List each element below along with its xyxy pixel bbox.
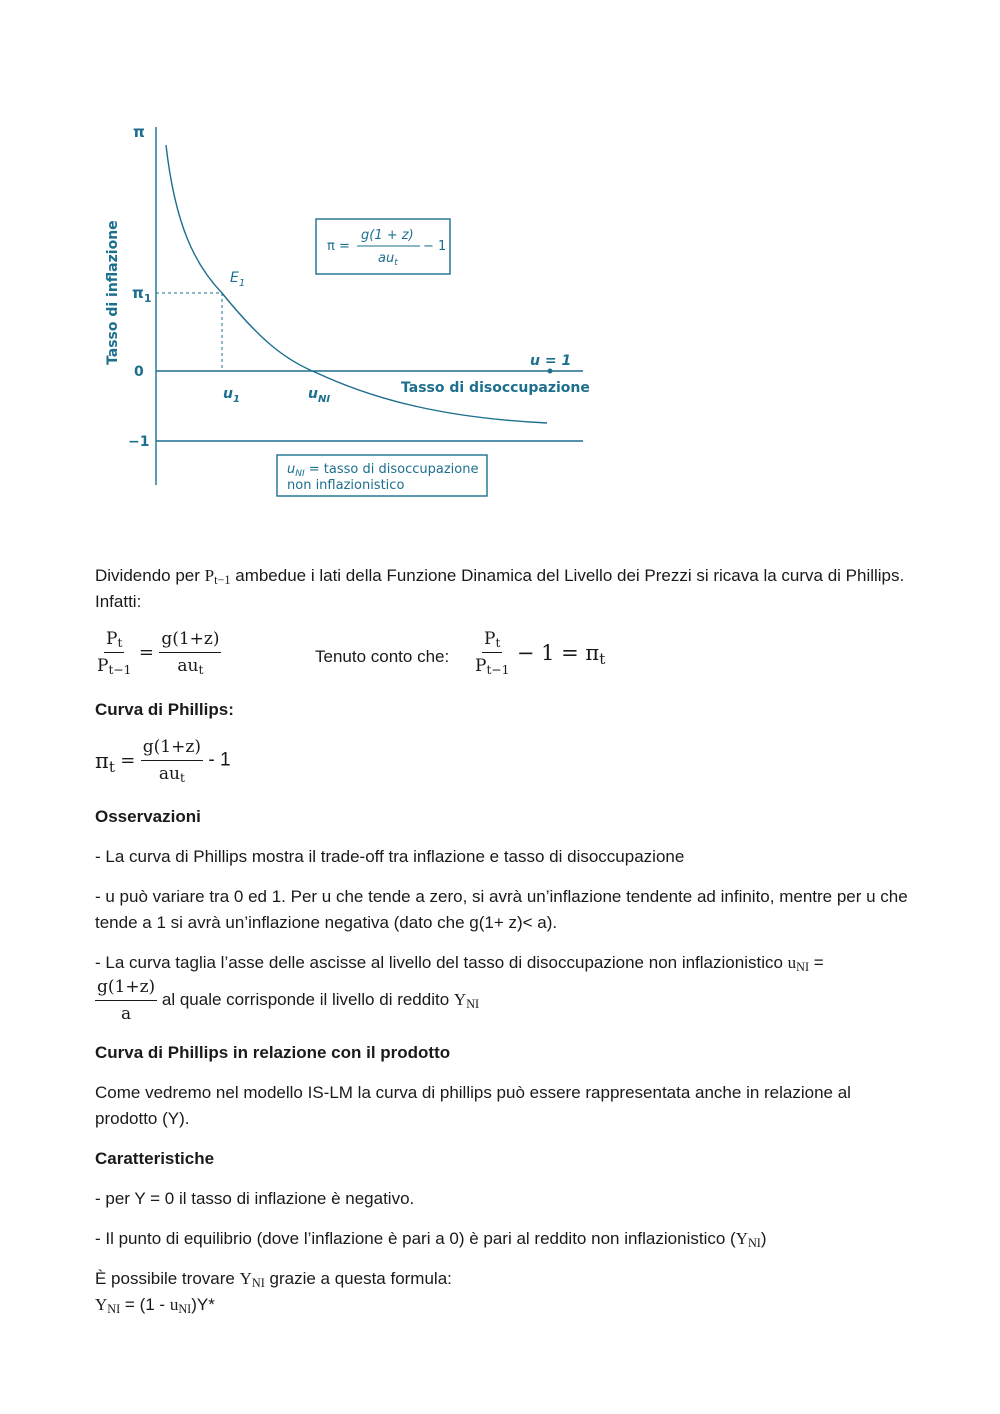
heading-curva-phillips: Curva di Phillips:: [95, 700, 234, 719]
y-axis-title: Tasso di inflazione: [105, 220, 121, 365]
observation-3: - La curva taglia l’asse delle ascisse al livello del tasso di disoccupazione non inflazionistico $u_{NI}$ =: [95, 953, 824, 975]
tenuto-label: Tenuto conto che:: [315, 647, 450, 666]
formula-intro: È possibile trovare $Y_{NI}$ grazie a questa formula:: [95, 1269, 452, 1291]
prodotto-paragraph: Come vedremo nel modello IS-LM la curva di phillips può essere rappresentata anche in relazione al prodotto (Y).: [95, 1083, 851, 1128]
heading-osservazioni: Osservazioni: [95, 807, 201, 826]
y-axis-symbol: π: [133, 123, 145, 141]
formula-yni: $Y_{NI} = (1 - u_{NI})Y*$: [95, 1295, 215, 1317]
characteristic-2: - Il punto di equilibrio (dove l’inflazione è pari a 0) è pari al reddito non inflazionistico $(Y_{NI})$: [95, 1229, 767, 1251]
point-E1-label: $E_1$: [230, 270, 246, 289]
formula-num: g(1 + z): [361, 228, 414, 243]
x-label-u1: $u_1$: [223, 386, 240, 405]
formula-den: $au_t$: [378, 251, 398, 268]
y-tick-pi1: $\pi_1$: [132, 284, 152, 305]
heading-prodotto: Curva di Phillips in relazione con il prodotto: [95, 1043, 451, 1062]
characteristic-1: - per Y = 0 il tasso di inflazione è negativo.: [95, 1189, 415, 1208]
formula-left: π =: [327, 239, 350, 254]
observation-3-cont: $\frac{g(1+z)}{a}$ al quale corrisponde il livello di reddito $Y_{NI}$: [97, 977, 480, 1024]
x-label-uNI: $u_{NI}$: [308, 386, 331, 405]
equation-inflation-def: $\frac{P_t}{P_{t-1}}$ − $1 = \pi_t$: [475, 629, 606, 678]
legend-line2: non inflazionistico: [287, 478, 405, 493]
u-equals-one-point: [548, 369, 553, 374]
legend-line1: $u_{NI}$ = tasso di disoccupazione: [287, 462, 479, 479]
formula-right: − 1: [423, 239, 447, 254]
y-tick-zero: 0: [134, 364, 144, 380]
equation-phillips: $\pi_t$ = $\frac{g(1+z)}{au_t}$ - 1: [95, 737, 231, 786]
observation-2: - u può variare tra 0 ed 1. Per u che tende a zero, si avrà un’inflazione tendente ad infinito, mentre per u che tende a 1 si avrà un’inflazione negativa (dato che g(1+ z)< a).: [95, 887, 908, 932]
phillips-curve-figure: [95, 115, 595, 505]
observation-1: - La curva di Phillips mostra il trade-off tra inflazione e tasso di disoccupazione: [95, 847, 685, 866]
heading-caratteristiche: Caratteristiche: [95, 1149, 215, 1168]
equation-ratio: $\frac{P_t}{P_{t-1}}$ = $\frac{g(1+z)}{au_t}$: [97, 629, 220, 678]
y-tick-minus1: −1: [128, 434, 150, 450]
intro-paragraph: Dividendo per $P_{t-1}$ ambedue i lati della Funzione Dinamica del Livello dei Prezzi si ricava la curva di Phillips. Infatti:: [95, 566, 905, 611]
u-equals-one-label: u = 1: [530, 353, 572, 369]
x-axis-title: Tasso di disoccupazione: [401, 380, 590, 396]
